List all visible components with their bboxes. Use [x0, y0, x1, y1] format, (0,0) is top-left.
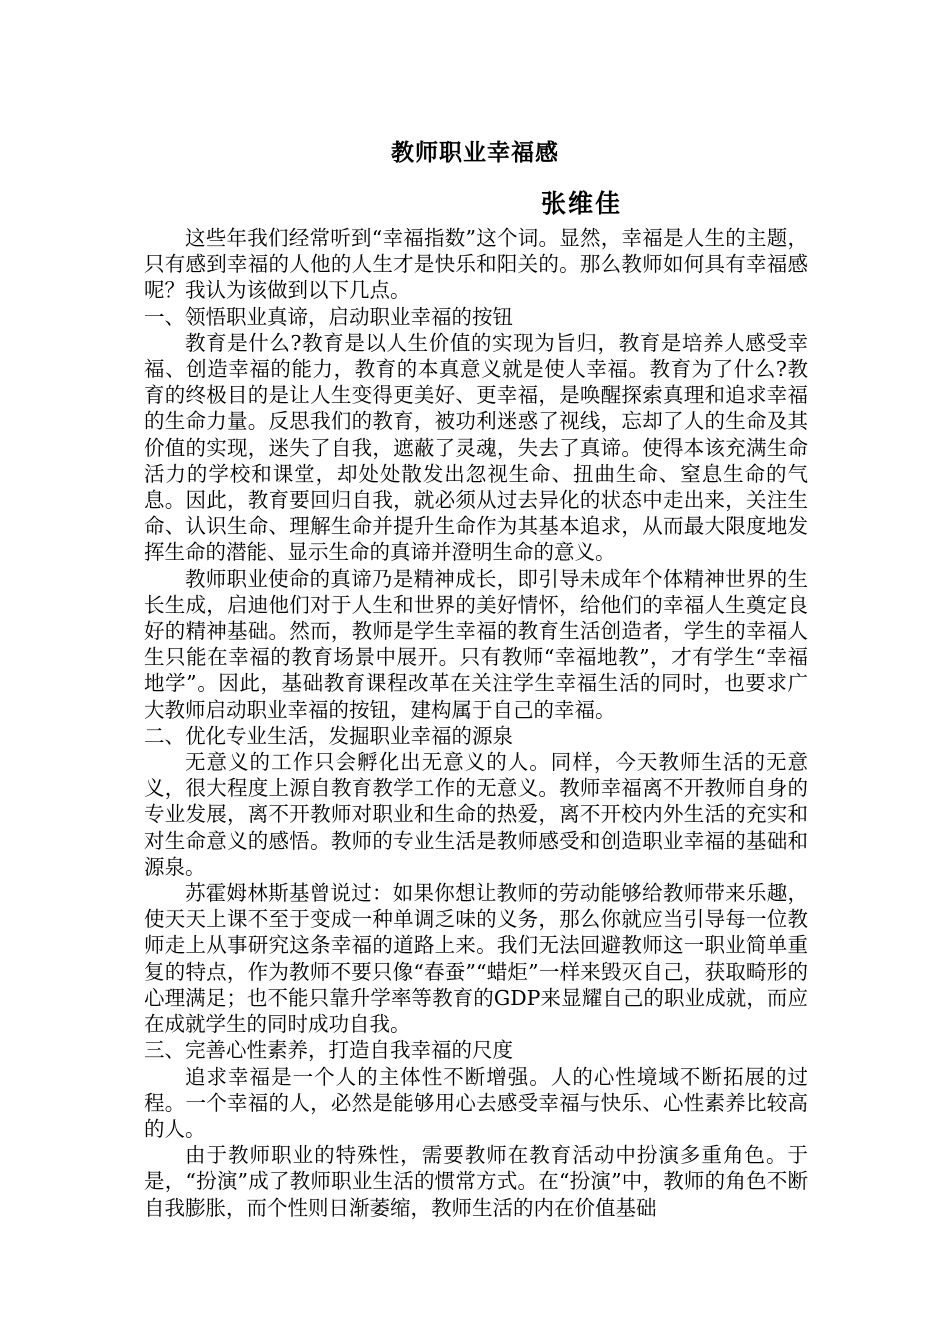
paragraph-intro: 这些年我们经常听到“幸福指数”这个词。显然，幸福是人生的主题，只有感到幸福的人他的人生才是快乐和阳关的。那么教师如何具有幸福感呢？我认为该做到以下几点。	[144, 226, 808, 303]
paragraph: 教师职业使命的真谛乃是精神成长，即引导未成年个体精神世界的生长生成，启迪他们对于人生和世界的美好情怀，给他们的幸福人生奠定良好的精神基础。然而，教师是学生幸福的教育生活创造者，学生的幸福人生只能在幸福的教育场景中展开。只有教师“幸福地教”，才有学生“幸福地学”。因此，基础教育课程改革在关注学生幸福生活的同时，也要求广大教师启动职业幸福的按钮，建构属于自己的幸福。	[144, 566, 808, 722]
document-title: 教师职业幸福感	[391, 140, 559, 166]
document-author: 张维佳	[541, 189, 623, 218]
paragraph: 追求幸福是一个人的主体性不断增强。人的心性境域不断拓展的过程。一个幸福的人，必然是能够用心去感受幸福与快乐、心性素养比较高的人。	[144, 1064, 808, 1141]
document-body	[144, 225, 808, 1221]
section-heading-2: 二、优化专业生活，发掘职业幸福的源泉	[144, 723, 513, 748]
section-heading-3: 三、完善心性素养，打造自我幸福的尺度	[144, 1038, 513, 1063]
paragraph: 无意义的工作只会孵化出无意义的人。同样，今天教师生活的无意义，很大程度上源自教育教学工作的无意义。教师幸福离不开教师自身的专业发展，离不开教师对职业和生命的热爱，离不开校内外生活的充实和对生命意义的感悟。教师的专业生活是教师感受和创造职业幸福的基础和源泉。	[144, 750, 808, 879]
paragraph: 教育是什么?教育是以人生价值的实现为旨归，教育是培养人感受幸福、创造幸福的能力，教育的本真意义就是使人幸福。教育为了什么?教育的终极目的是让人生变得更美好、更幸福，是唤醒探索真理和追求幸福的生命力量。反思我们的教育，被功利迷惑了视线，忘却了人的生命及其价值的实现，迷失了自我，遮蔽了灵魂，失去了真谛。使得本该充满生命活力的学校和课堂，却处处散发出忽视生命、扭曲生命、窒息生命的气息。因此，教育要回归自我，就必须从过去异化的状态中走出来，关注生命、认识生命、理解生命并提升生命作为其基本追求，从而最大限度地发挥生命的潜能、显示生命的真谛并澄明生命的意义。	[144, 330, 808, 565]
paragraph: 苏霍姆林斯基曾说过：如果你想让教师的劳动能够给教师带来乐趣，使天天上课不至于变成一种单调乏味的义务，那么你就应当引导每一位教师走上从事研究这条幸福的道路上来。我们无法回避教师这一职业简单重复的特点，作为教师不要只像“春蚕”“蜡炬”一样来毁灭自己，获取畸形的心理满足；也不能只靠升学率等教育的GDP来显耀自己的职业成就，而应在成就学生的同时成功自我。	[144, 881, 808, 1037]
section-heading-1: 一、领悟职业真谛，启动职业幸福的按钮	[144, 304, 513, 329]
paragraph: 由于教师职业的特殊性，需要教师在教育活动中扮演多重角色。于是，“扮演”成了教师职业生活的惯常方式。在“扮演”中，教师的角色不断自我膨胀，而个性则日渐萎缩，教师生活的内在价值基础	[144, 1143, 808, 1220]
